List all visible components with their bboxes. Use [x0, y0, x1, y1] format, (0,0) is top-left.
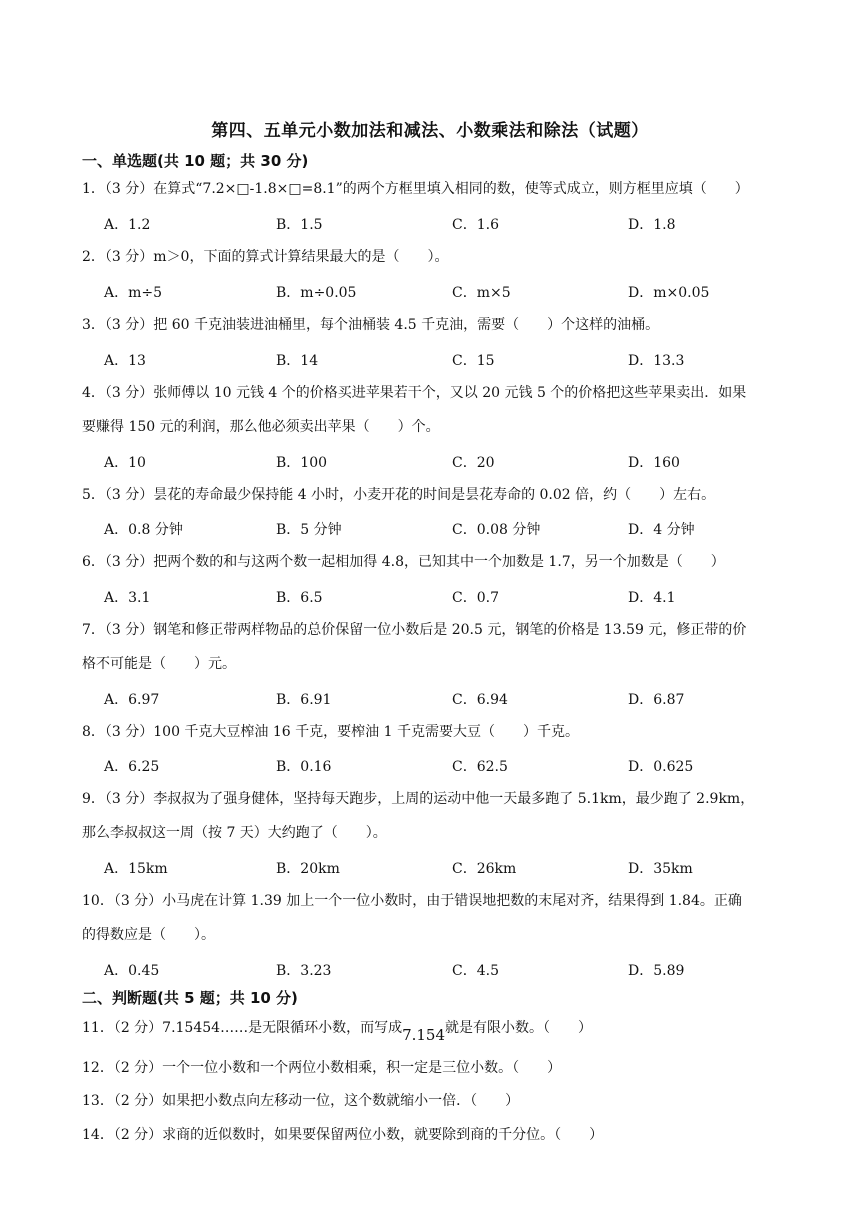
option-a[interactable]: A．6.97 — [104, 692, 160, 708]
option-d[interactable]: D．1.8 — [628, 217, 676, 233]
question-4-line-1: 4．（3 分）张师傅以 10 元钱 4 个的价格买进苹果若干个，又以 20 元钱 5 个的价格把这些苹果卖出．如果 — [82, 385, 747, 401]
question-6-options — [104, 587, 784, 609]
option-c[interactable]: C．6.94 — [452, 692, 508, 708]
question-3: 3．（3 分）把 60 千克油装进油桶里，每个油桶装 4.5 千克油，需要（ ）个这样的油桶。 — [82, 317, 660, 333]
option-c[interactable]: C．0.7 — [452, 590, 499, 606]
question-7-line-1: 7．（3 分）钢笔和修正带两样物品的总价保留一位小数后是 20.5 元，钢笔的价格是 13.59 元，修正带的价 — [82, 622, 747, 638]
question-10-line-2: 的得数应是（ ）。 — [82, 927, 215, 943]
question-5-options — [104, 519, 784, 541]
option-c[interactable]: C．1.6 — [452, 217, 499, 233]
option-d[interactable]: D．0.625 — [628, 759, 694, 775]
option-c[interactable]: C．62.5 — [452, 759, 508, 775]
question-1: 1．（3 分）在算式“7.2×□-1.8×□=8.1”的两个方框里填入相同的数，使等式成立，则方框里应填（ ） — [82, 181, 749, 197]
question-7-line-2: 格不可能是（ ）元。 — [82, 656, 236, 672]
option-b[interactable]: B．0.16 — [276, 759, 332, 775]
question-12: 12．（2 分）一个一位小数和一个两位小数相乘，积一定是三位小数。（ ） — [82, 1060, 562, 1076]
option-c[interactable]: C．4.5 — [452, 963, 499, 979]
option-b[interactable]: B．14 — [276, 353, 319, 369]
option-a[interactable]: A．0.8 分钟 — [104, 522, 183, 538]
section-heading-true-false: 二、判断题(共 5 题；共 10 分) — [82, 989, 298, 1007]
option-a[interactable]: A．13 — [104, 353, 146, 369]
option-b[interactable]: B．m÷0.05 — [276, 285, 357, 301]
option-b[interactable]: B．6.91 — [276, 692, 332, 708]
option-d[interactable]: D．13.3 — [628, 353, 685, 369]
option-d[interactable]: D．35km — [628, 861, 693, 877]
question-8-options — [104, 756, 784, 778]
option-c[interactable]: C．m×5 — [452, 285, 511, 301]
option-b[interactable]: B．1.5 — [276, 217, 323, 233]
question-9-line-1: 9．（3 分）李叔叔为了强身健体，坚持每天跑步，上周的运动中他一天最多跑了 5.1km，最少跑了 2.9km， — [82, 791, 755, 807]
option-a[interactable]: A．1.2 — [104, 217, 151, 233]
option-d[interactable]: D．m×0.05 — [628, 285, 710, 301]
question-8: 8．（3 分）100 千克大豆榨油 16 千克，要榨油 1 千克需要大豆（ ）千克。 — [82, 724, 579, 740]
option-b[interactable]: B．6.5 — [276, 590, 323, 606]
option-a[interactable]: A．10 — [104, 455, 146, 471]
question-10-options — [104, 960, 784, 982]
question-11 — [82, 1010, 782, 1045]
option-c[interactable]: C．0.08 分钟 — [452, 522, 541, 538]
option-b[interactable]: B．100 — [276, 455, 328, 471]
question-2: 2．（3 分）m＞0，下面的算式计算结果最大的是（ ）。 — [82, 249, 449, 265]
option-c[interactable]: C．20 — [452, 455, 495, 471]
question-7-options — [104, 689, 784, 711]
question-9-options — [104, 858, 784, 880]
question-14: 14．（2 分）求商的近似数时，如果要保留两位小数，就要除到商的千分位。（ ） — [82, 1127, 604, 1143]
question-3-options — [104, 350, 784, 372]
question-6: 6．（3 分）把两个数的和与这两个数一起相加得 4.8，已知其中一个加数是 1.7，另一个加数是（ ） — [82, 554, 725, 570]
option-b[interactable]: B．3.23 — [276, 963, 332, 979]
option-c[interactable]: C．15 — [452, 353, 495, 369]
section-heading-single-choice: 一、单选题(共 10 题；共 30 分) — [82, 152, 309, 170]
option-b[interactable]: B．20km — [276, 861, 340, 877]
option-d[interactable]: D．5.89 — [628, 963, 685, 979]
option-b[interactable]: B．5 分钟 — [276, 522, 342, 538]
option-a[interactable]: A．m÷5 — [104, 285, 163, 301]
option-a[interactable]: A．3.1 — [104, 590, 151, 606]
page-title: 第四、五单元小数加法和减法、小数乘法和除法（试题） — [211, 121, 649, 141]
option-d[interactable]: D．6.87 — [628, 692, 685, 708]
option-d[interactable]: D．160 — [628, 455, 680, 471]
question-1-options — [104, 214, 784, 236]
repeating-decimal: 7.154 — [402, 1026, 446, 1044]
question-5: 5．（3 分）昙花的寿命最少保持能 4 小时，小麦开花的时间是昙花寿命的 0.02 倍，约（ ）左右。 — [82, 487, 716, 503]
question-9-line-2: 那么李叔叔这一周（按 7 天）大约跑了（ ）。 — [82, 825, 387, 841]
option-a[interactable]: A．0.45 — [104, 963, 160, 979]
option-c[interactable]: C．26km — [452, 861, 517, 877]
question-4-line-2: 要赚得 150 元的利润，那么他必须卖出苹果（ ）个。 — [82, 419, 440, 435]
question-11-text-after: 就是有限小数。（ ） — [445, 1020, 593, 1036]
question-13: 13．（2 分）如果把小数点向左移动一位，这个数就缩小一倍．（ ） — [82, 1093, 520, 1109]
option-a[interactable]: A．15km — [104, 861, 168, 877]
question-2-options — [104, 282, 784, 304]
option-a[interactable]: A．6.25 — [104, 759, 160, 775]
question-10-line-1: 10．（3 分）小马虎在计算 1.39 加上一个一位小数时，由于错误地把数的末尾对齐，结果得到 1.84。正确 — [82, 893, 742, 909]
question-4-options — [104, 452, 784, 474]
option-d[interactable]: D．4.1 — [628, 590, 676, 606]
question-11-text-before: 11．（2 分）7.15454……是无限循环小数，而写成 — [82, 1020, 403, 1036]
option-d[interactable]: D．4 分钟 — [628, 522, 695, 538]
